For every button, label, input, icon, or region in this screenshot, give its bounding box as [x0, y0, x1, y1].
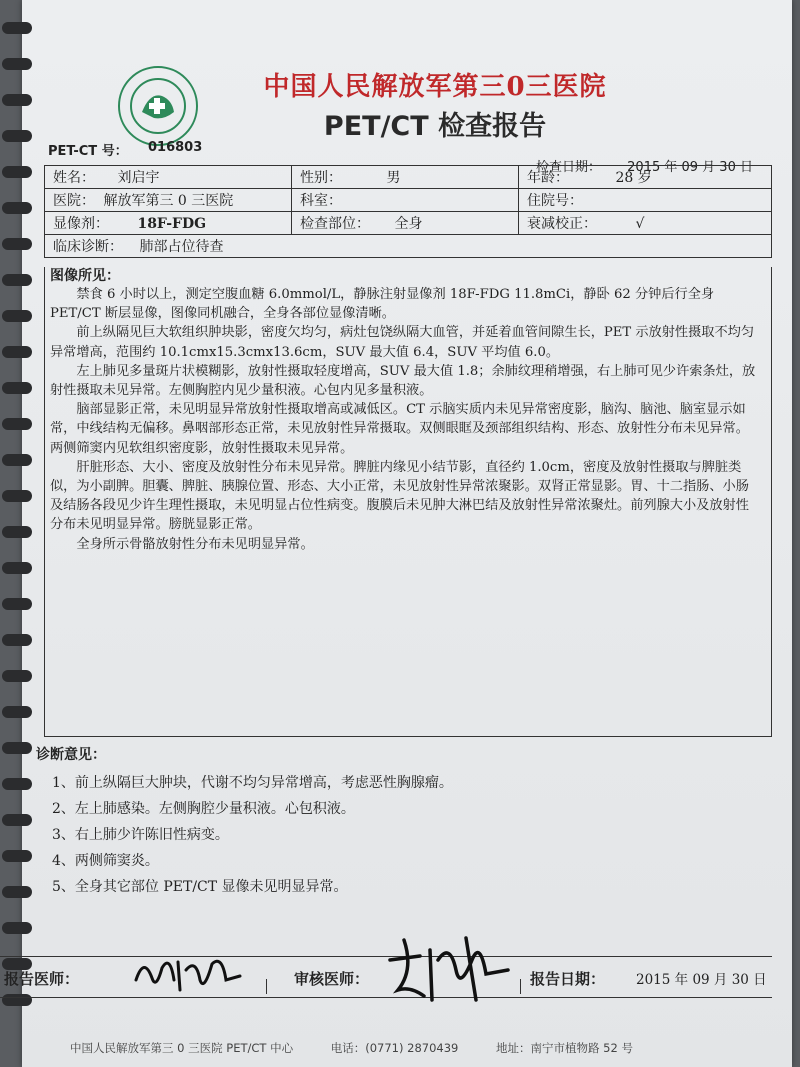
name-label: 姓名：	[53, 170, 95, 186]
petct-number-value: 016803	[148, 140, 203, 155]
name-cell	[45, 166, 292, 189]
decay-value: √	[635, 216, 645, 232]
footer-address: 地址：南宁市植物路 52 号	[496, 1041, 633, 1055]
reporter-signature-icon	[130, 950, 250, 996]
reviewer-label: 审核医师：	[294, 970, 370, 988]
findings-paragraph: 脑部显影正常，未见明显异常放射性摄取增高或减低区。CT 示脑实质内未见异常密度影，脑沟、脑池、脑室显示如常，中线结构无偏移。鼻咽部形态正常，未见放射性异常摄取。双侧眼眶及颈部组织结构、形态、放射性分布未见异常。两侧筛窦内见软组织密度影，放射性摄取未见异常。	[50, 402, 749, 456]
petct-number	[48, 140, 203, 159]
decay-label: 衰减校正：	[527, 216, 597, 232]
diagnosis-item: 4、两侧筛窦炎。	[52, 853, 159, 869]
age-label: 年龄：	[527, 170, 569, 186]
hospital-value: 解放军第三 0 三医院	[103, 193, 234, 209]
report-title: PET/CT 检查报告	[323, 111, 547, 142]
findings-paragraph: 前上纵隔见巨大软组织肿块影，密度欠均匀，病灶包饶纵隔大血管，并延着血管间隙生长，PET 示放射性摄取不均匀异常增高，范围约 10.1cmx15.3cmx13.6cm，SUV 最大值 6.4，SUV 平均值 6.0。	[50, 325, 755, 360]
site-label: 检查部位：	[300, 216, 370, 232]
decay-cell	[519, 212, 772, 235]
hospital-logo-icon	[118, 66, 198, 146]
petct-number-label: PET-CT 号：	[48, 144, 128, 159]
hospital-cell	[45, 189, 292, 212]
findings-text	[50, 285, 762, 554]
spiral-binding	[0, 0, 30, 1067]
clinical-cell	[45, 235, 772, 258]
diagnosis-item: 5、全身其它部位 PET/CT 显像未见明显异常。	[52, 879, 348, 895]
inpatient-cell	[519, 189, 772, 212]
exam-date-label: 检查日期：	[536, 160, 602, 175]
patient-info-table	[44, 165, 772, 258]
reviewer-signature-icon	[380, 930, 520, 1010]
sex-label: 性别：	[300, 170, 342, 186]
sex-value: 男	[386, 170, 401, 186]
findings-paragraph: 左上肺见多量斑片状模糊影，放射性摄取轻度增高，SUV 最大值 1.8；余肺纹理稍增强，右上肺可见少许索条灶，放射性摄取未见异常。左侧胸腔内见少量积液。心包内见多量积液。	[50, 363, 756, 399]
report-date-label: 报告日期：	[530, 970, 606, 988]
diagnosis-item: 2、左上肺感染。左侧胸腔少量积液。心包积液。	[52, 801, 355, 817]
hospital-name: 中国人民解放军第三0三医院	[263, 72, 607, 102]
reporter-label: 报告医师：	[4, 970, 80, 988]
tracer-value: 18F-FDG	[137, 216, 207, 232]
sex-cell	[292, 166, 519, 189]
report-date-value: 2015 年 09 月 30 日	[636, 972, 767, 988]
diagnosis-heading: 诊断意见：	[36, 747, 106, 763]
diagnosis-item: 3、右上肺少许陈旧性病变。	[52, 827, 229, 843]
exam-date-value: 2015 年 09 月 30 日	[627, 160, 753, 175]
footer-center: 中国人民解放军第三 0 三医院 PET/CT 中心	[70, 1041, 294, 1055]
name-value: 刘启宇	[117, 170, 160, 186]
dept-label: 科室：	[300, 193, 342, 209]
inpatient-label: 住院号：	[527, 193, 583, 209]
site-value: 全身	[394, 216, 423, 232]
tracer-cell	[45, 212, 292, 235]
age-value: 28 岁	[615, 170, 652, 186]
diagnosis-list	[52, 770, 453, 900]
diagnosis-item: 1、前上纵隔巨大肿块，代谢不均匀异常增高，考虑恶性胸腺瘤。	[52, 775, 453, 791]
site-cell	[292, 212, 519, 235]
clinical-label: 临床诊断：	[53, 239, 123, 255]
dept-cell	[292, 189, 519, 212]
footer-phone: 电话：(0771) 2870439	[330, 1041, 459, 1055]
tracer-label: 显像剂：	[53, 216, 109, 232]
findings-paragraph: 肝脏形态、大小、密度及放射性分布未见异常。脾脏内缘见小结节影，直径约 1.0cm，密度及放射性摄取与脾脏类似，为小副脾。胆囊、脾脏、胰腺位置、形态、大小正常，未见放射性异常浓聚影。双肾正常显影。胃、十二指肠、小肠及结肠各段见少许生理性摄取，未见明显占位性病变。腹膜后未见肿大淋巴结及放射性异常浓聚灶。前列腺大小及放射性分布未见明显异常。膀胱显影正常。	[50, 459, 749, 533]
findings-paragraph: 禁食 6 小时以上，测定空腹血糖 6.0mmol/L，静脉注射显像剂 18F-FDG 11.8mCi，静卧 62 分钟后行全身 PET/CT 断层显像，图像同机融合，全身各部位显像清晰。	[50, 287, 715, 322]
age-cell	[519, 166, 772, 189]
findings-paragraph: 全身所示骨骼放射性分布未见明显异常。	[76, 536, 314, 552]
hospital-label: 医院：	[53, 193, 95, 209]
page-footer	[70, 1040, 667, 1056]
clinical-value: 肺部占位待查	[139, 239, 224, 255]
findings-heading: 图像所见：	[50, 268, 120, 284]
